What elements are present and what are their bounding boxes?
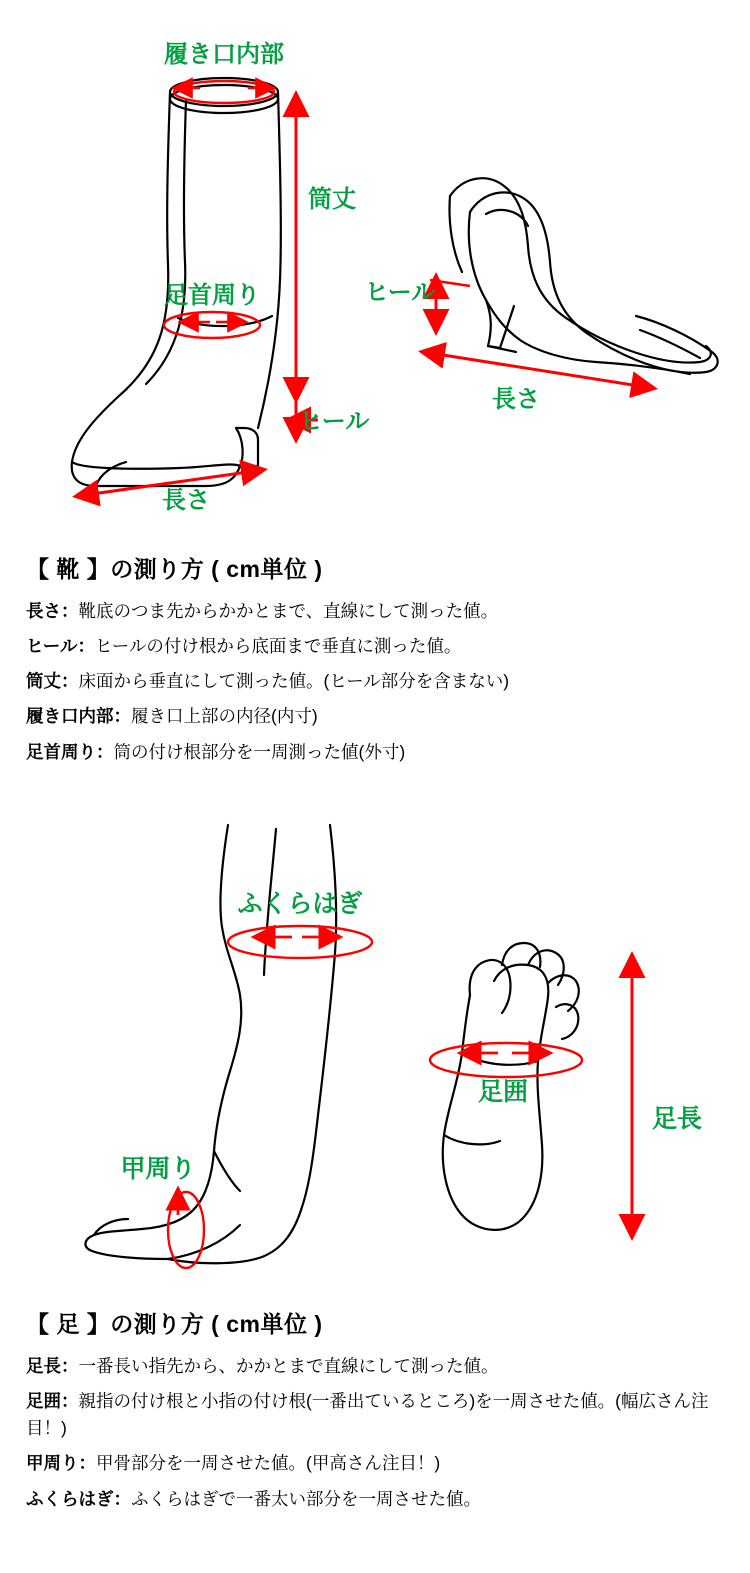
list-item bbox=[26, 739, 724, 766]
list-item bbox=[26, 668, 724, 695]
label-foot-length: 足長 bbox=[651, 1105, 703, 1133]
list-item bbox=[26, 598, 724, 625]
definition-term: 足長 bbox=[26, 1356, 61, 1376]
definition-description: 筒の付け根部分を一周測った値(外寸) bbox=[113, 741, 406, 762]
label-opening-inner: 履き口内部 bbox=[164, 41, 284, 68]
list-item bbox=[26, 1353, 724, 1380]
definition-description: 靴底のつま先からかかとまで、直線にして測った値。 bbox=[78, 601, 499, 621]
definition-term: 甲周り bbox=[26, 1453, 79, 1474]
definition-separator: ： bbox=[77, 636, 95, 657]
label-shaft-height: 筒丈 bbox=[308, 186, 356, 213]
definition-separator: ： bbox=[61, 601, 79, 621]
definition-separator: ： bbox=[113, 706, 131, 727]
definition-description: 床面から垂直にして測った値。(ヒール部分を含まない) bbox=[78, 671, 510, 692]
label-ankle-circumference: 足首周り bbox=[164, 282, 260, 309]
calf-marker bbox=[228, 926, 372, 958]
list-item bbox=[26, 633, 724, 660]
label-length-pump: 長さ bbox=[492, 386, 540, 413]
foot-measurement-section bbox=[0, 1300, 750, 1521]
label-foot-circumference: 足囲 bbox=[477, 1078, 529, 1106]
shoe-measurement-diagram bbox=[0, 0, 750, 540]
definition-term: 履き口内部 bbox=[26, 706, 114, 727]
list-item bbox=[26, 703, 724, 730]
definition-description: 履き口上部の内径(内寸) bbox=[131, 706, 318, 727]
foot-definition-list bbox=[26, 1353, 724, 1513]
definition-term: ヒール bbox=[26, 636, 78, 657]
shoe-section-title: 【 靴 】の測り方 ( cm単位 ) bbox=[26, 556, 323, 582]
definition-term: ふくらはぎ bbox=[26, 1488, 114, 1509]
definition-description: ヒールの付け根から底面まで垂直に測った値。 bbox=[94, 636, 462, 657]
list-item bbox=[26, 1388, 724, 1442]
definition-description: 甲骨部分を一周させた値。(甲高さん注目！) bbox=[96, 1453, 441, 1474]
definition-term: 筒丈 bbox=[26, 671, 61, 692]
definition-term: 長さ bbox=[26, 601, 61, 621]
definition-separator: ： bbox=[61, 671, 79, 692]
definition-term: 足首周り bbox=[26, 741, 96, 762]
shoe-measurement-section bbox=[0, 545, 750, 774]
definition-description: 一番長い指先から、かかとまで直線にして測った値。 bbox=[78, 1356, 499, 1376]
label-instep: 甲周り bbox=[120, 1155, 196, 1183]
list-item bbox=[26, 1486, 724, 1513]
definition-description: ふくらはぎで一番太い部分を一周させた値。 bbox=[131, 1488, 481, 1509]
pump-outline bbox=[450, 178, 718, 374]
foot-circumference-marker bbox=[430, 1043, 582, 1077]
instep-marker bbox=[168, 1191, 204, 1268]
definition-separator: ： bbox=[61, 1356, 79, 1376]
foot-measurement-diagram bbox=[0, 815, 750, 1295]
label-calf: ふくらはぎ bbox=[237, 890, 363, 918]
foot-section-title: 【 足 】の測り方 ( cm単位 ) bbox=[26, 1311, 323, 1337]
label-heel-pump: ヒール bbox=[364, 279, 436, 306]
label-heel-boot: ヒール bbox=[298, 408, 370, 435]
list-item bbox=[26, 1450, 724, 1477]
definition-term: 足囲 bbox=[26, 1391, 61, 1412]
shoe-definition-list bbox=[26, 598, 724, 766]
definition-description: 親指の付け根と小指の付け根(一番出ているところ)を一周させた値。(幅広さん注目！) bbox=[26, 1391, 709, 1439]
definition-separator: ： bbox=[61, 1391, 79, 1412]
pump-length-arrow bbox=[424, 352, 652, 388]
definition-separator: ： bbox=[96, 741, 114, 762]
pump-heel-arrow bbox=[430, 278, 470, 330]
definition-separator: ： bbox=[78, 1453, 96, 1474]
label-length-boot: 長さ bbox=[162, 487, 210, 514]
definition-separator: ： bbox=[113, 1488, 131, 1509]
